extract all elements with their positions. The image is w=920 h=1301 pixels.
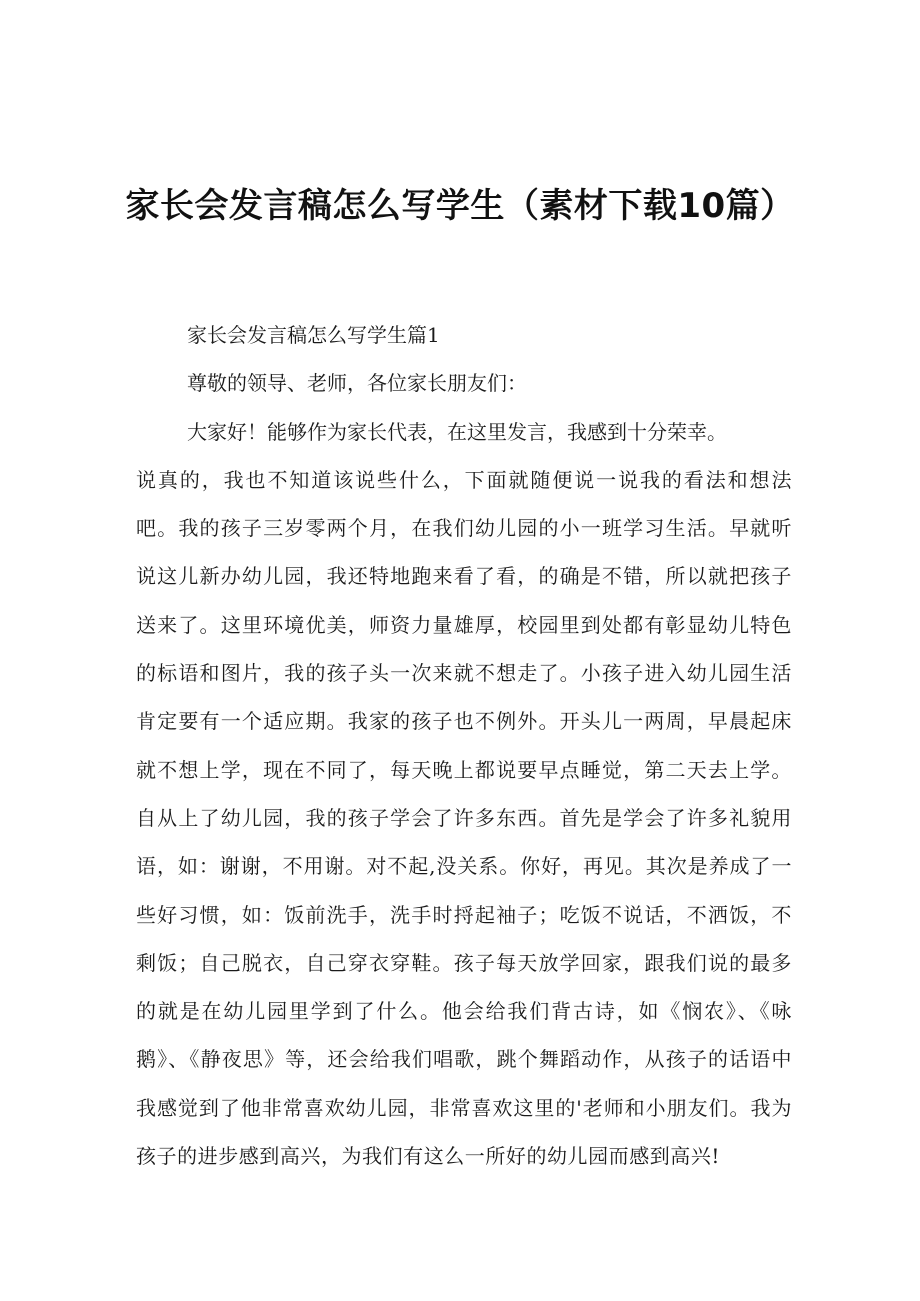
document-title: 家长会发言稿怎么写学生（素材下载10篇） [125,185,795,226]
salutation-line: 尊敬的领导、老师，各位家长朋友们： [187,371,527,396]
document-body [136,311,792,1180]
section-heading: 家长会发言稿怎么写学生篇1 [187,323,440,347]
main-paragraph: 说真的，我也不知道该说些什么，下面就随便说一说我的看法和想法吧。我的孩子三岁零两个月，在我们幼儿园的小一班学习生活。早就听说这儿新办幼儿园，我还特地跑来看了看，的确是不错，所以就把孩子送来了。这里环境优美，师资力量雄厚，校园里到处都有彰显幼儿特色的标语和图片，我的孩子头一次来就不想走了。小孩子进入幼儿园生活肯定要有一个适应期。我家的孩子也不例外。开头儿一两周，早晨起床就不想上学，现在不同了，每天晚上都说要早点睡觉，第二天去上学。自从上了幼儿园，我的孩子学会了许多东西。首先是学会了许多礼貌用语，如：谢谢，不用谢。对不起,没关系。你好，再见。其次是养成了一些好习惯，如：饭前洗手，洗手时捋起袖子；吃饭不说话，不洒饭，不剩饭；自己脱衣，自己穿衣穿鞋。孩子每天放学回家，跟我们说的最多的就是在幼儿园里学到了什么。他会给我们背古诗，如《悯农》、《咏鹅》、《静夜思》等，还会给我们唱歌，跳个舞蹈动作，从孩子的话语中我感觉到了他非常喜欢幼儿园，非常喜欢这里的'老师和小朋友们。我为孩子的进步感到高兴，为我们有这么一所好的幼儿园而感到高兴! [136,467,792,1169]
opening-line: 大家好！能够作为家长代表，在这里发言，我感到十分荣幸。 [187,419,727,444]
